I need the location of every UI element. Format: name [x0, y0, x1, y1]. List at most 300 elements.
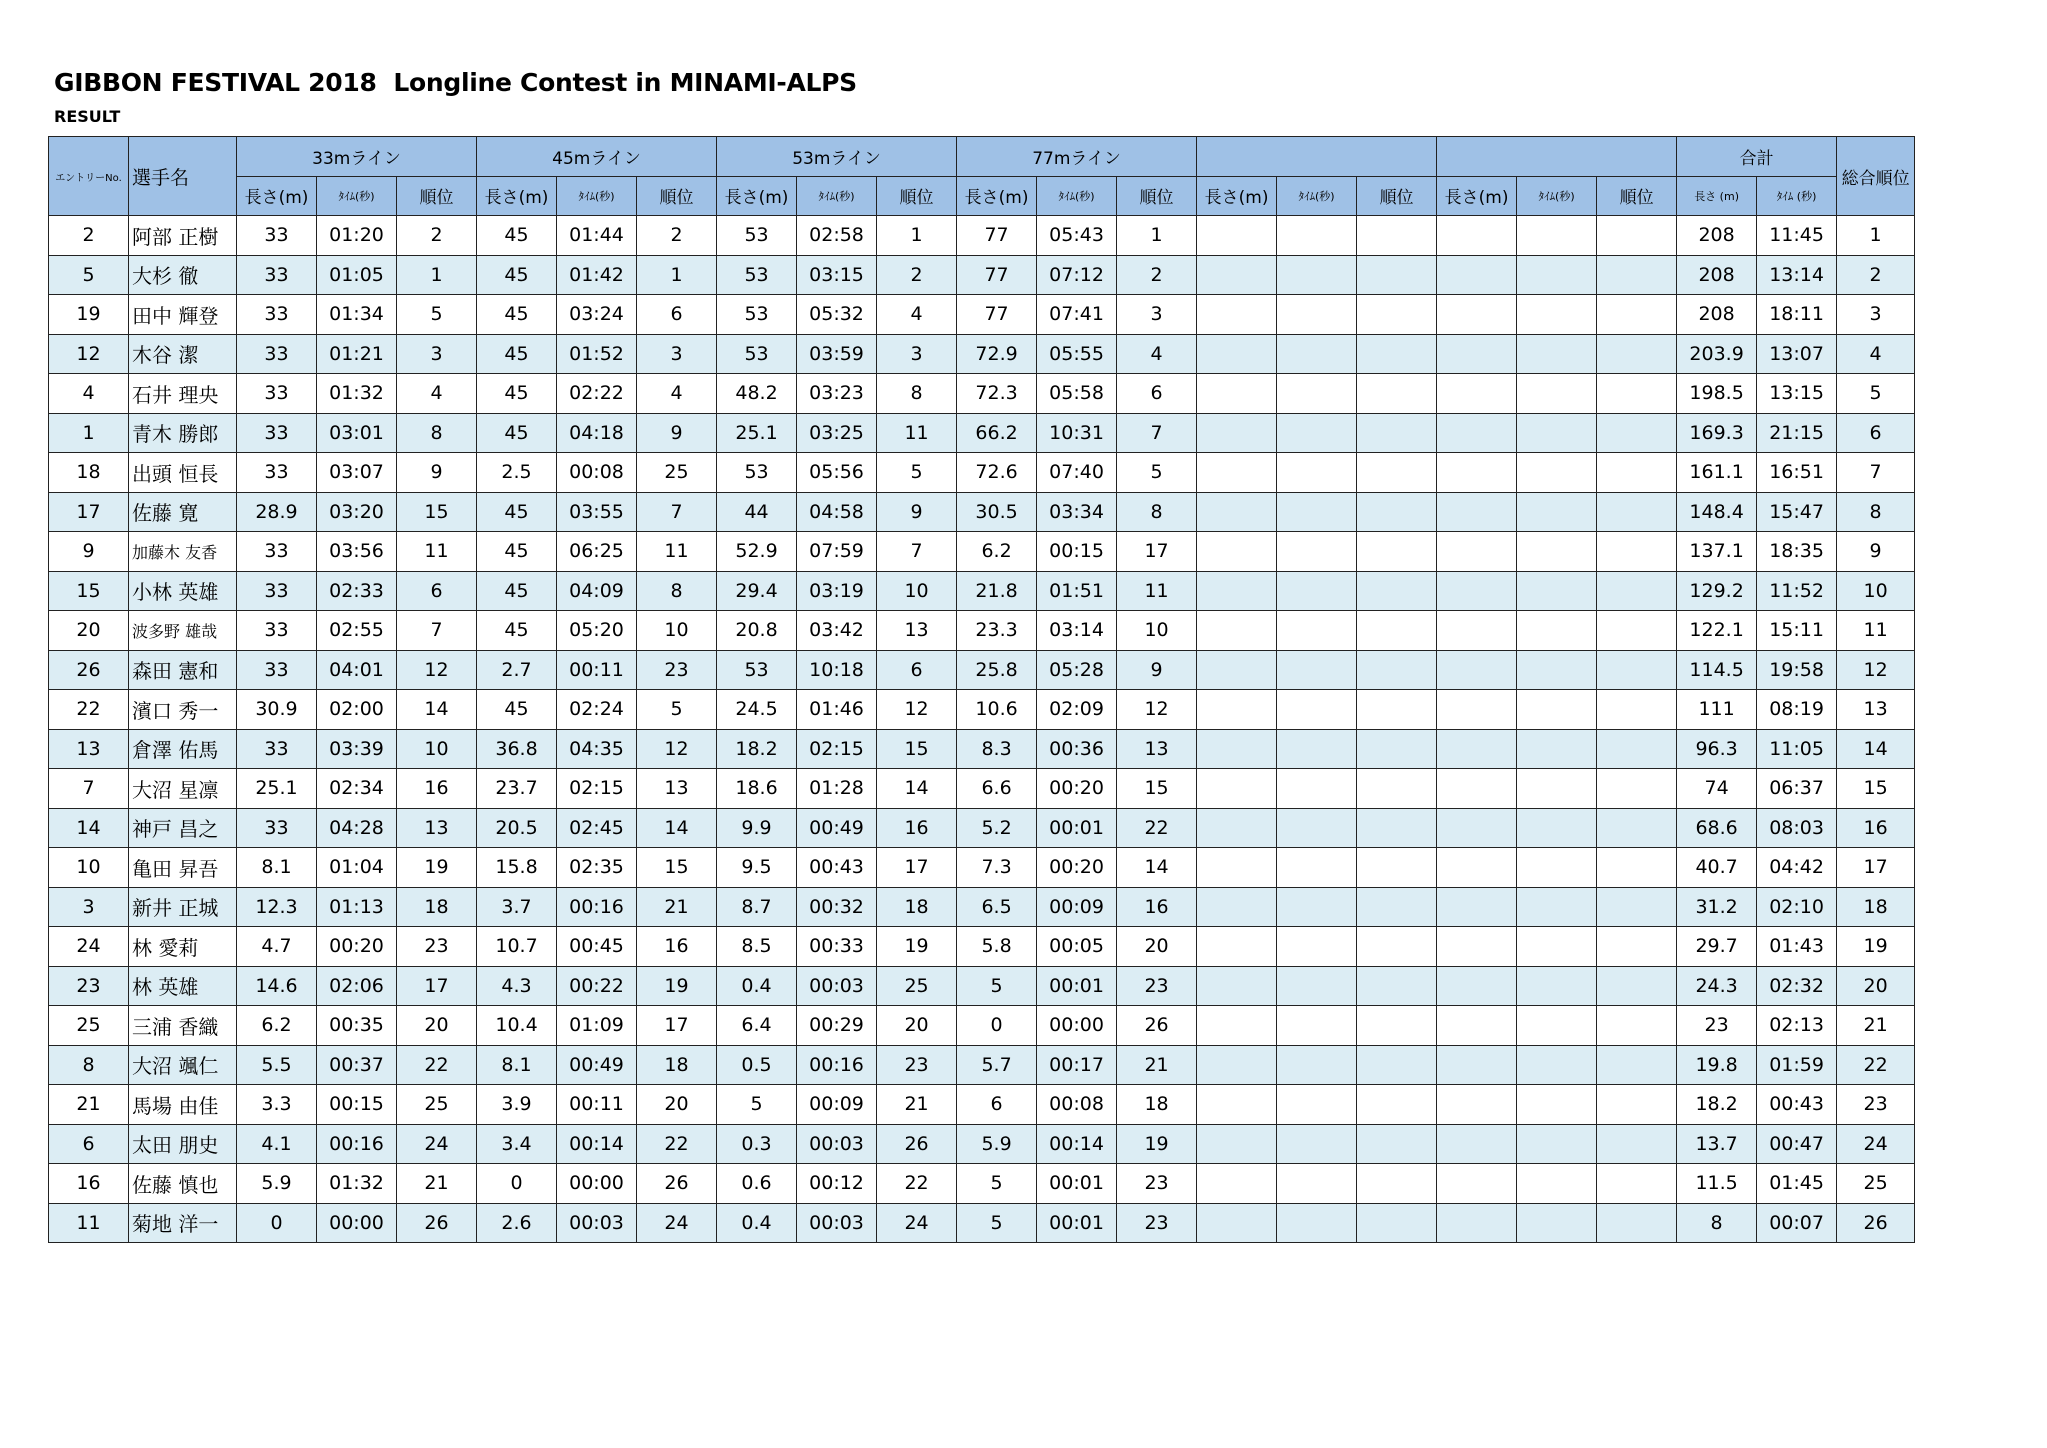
table-row: [49, 808, 1915, 848]
line-53m-length-cell: 29.4: [717, 571, 797, 611]
line-33m-rank-cell: 6: [397, 571, 477, 611]
line-53m-time-cell: 00:12: [797, 1164, 877, 1204]
line-empty-1-time-cell: [1277, 887, 1357, 927]
player-name-cell: 森田 憲和: [129, 650, 237, 690]
total-length-cell: 169.3: [1677, 413, 1757, 453]
line-45m-time-cell: 02:24: [557, 690, 637, 730]
line-77m-time-cell: 03:34: [1037, 492, 1117, 532]
line-33m-length-cell: 14.6: [237, 966, 317, 1006]
entry-no-cell: 7: [49, 769, 129, 809]
line-45m-rank-header: 順位: [637, 176, 717, 216]
entry-no-cell: 6: [49, 1124, 129, 1164]
total-time-cell: 08:03: [1757, 808, 1837, 848]
line-53m-time-cell: 01:46: [797, 690, 877, 730]
line-33m-length-cell: 33: [237, 571, 317, 611]
line-53m-rank-cell: 3: [877, 334, 957, 374]
line-33m-rank-cell: 16: [397, 769, 477, 809]
line-empty-2-length-cell: [1437, 216, 1517, 256]
line-empty-2-length-cell: [1437, 611, 1517, 651]
total-time-cell: 11:05: [1757, 729, 1837, 769]
line-77m-time-cell: 07:41: [1037, 295, 1117, 335]
line-33m-length-cell: 33: [237, 255, 317, 295]
line-77m-rank-cell: 23: [1117, 1164, 1197, 1204]
line-empty-2-length-cell: [1437, 1203, 1517, 1243]
line-77m-rank-header: 順位: [1117, 176, 1197, 216]
line-45m-rank-cell: 23: [637, 650, 717, 690]
line-77m-rank-cell: 16: [1117, 887, 1197, 927]
player-name-cell: 馬場 由佳: [129, 1085, 237, 1125]
line-33m-time-cell: 00:20: [317, 927, 397, 967]
total-time-cell: 00:47: [1757, 1124, 1837, 1164]
line-empty-2-rank-cell: [1597, 492, 1677, 532]
line-empty-2-time-cell: [1517, 927, 1597, 967]
total-length-cell: 19.8: [1677, 1045, 1757, 1085]
line-empty-2-length-cell: [1437, 966, 1517, 1006]
line-empty-1-length-cell: [1197, 255, 1277, 295]
line-empty-1-rank-cell: [1357, 1164, 1437, 1204]
total-time-cell: 02:13: [1757, 1006, 1837, 1046]
line-empty-2-time-cell: [1517, 1124, 1597, 1164]
line-53m-rank-cell: 10: [877, 571, 957, 611]
entry-no-cell: 14: [49, 808, 129, 848]
line-77m-time-cell: 00:20: [1037, 769, 1117, 809]
line-33m-time-cell: 03:39: [317, 729, 397, 769]
overall-rank-cell: 26: [1837, 1203, 1915, 1243]
line-empty-1-length-cell: [1197, 848, 1277, 888]
player-name-cell: 菊地 洋一: [129, 1203, 237, 1243]
line-77m-rank-cell: 5: [1117, 453, 1197, 493]
total-time-cell: 01:45: [1757, 1164, 1837, 1204]
line-empty-1-length-cell: [1197, 769, 1277, 809]
line-45m-rank-cell: 26: [637, 1164, 717, 1204]
overall-rank-cell: 24: [1837, 1124, 1915, 1164]
line-empty-2-time-cell: [1517, 374, 1597, 414]
line-33m-time-cell: 01:21: [317, 334, 397, 374]
total-length-cell: 129.2: [1677, 571, 1757, 611]
line-empty-1-time-cell: [1277, 374, 1357, 414]
line-empty-2-rank-cell: [1597, 729, 1677, 769]
line-77m-length-cell: 5.8: [957, 927, 1037, 967]
line-77m-time-cell: 00:20: [1037, 848, 1117, 888]
player-name-cell: 三浦 香織: [129, 1006, 237, 1046]
line-empty-2-length-cell: [1437, 571, 1517, 611]
player-name-cell: 林 英雄: [129, 966, 237, 1006]
overall-rank-cell: 18: [1837, 887, 1915, 927]
line-77m-time-cell: 05:43: [1037, 216, 1117, 256]
line-empty-1-length-header: 長さ(m): [1197, 176, 1277, 216]
line-33m-rank-cell: 7: [397, 611, 477, 651]
total-time-cell: 21:15: [1757, 413, 1837, 453]
overall-rank-cell: 19: [1837, 927, 1915, 967]
line-53m-time-cell: 03:25: [797, 413, 877, 453]
line-53m-length-cell: 53: [717, 453, 797, 493]
line-45m-time-cell: 03:24: [557, 295, 637, 335]
line-empty-2-length-cell: [1437, 848, 1517, 888]
table-row: [49, 255, 1915, 295]
line-empty-1-rank-cell: [1357, 571, 1437, 611]
line-33m-time-cell: 01:32: [317, 1164, 397, 1204]
line-45m-length-cell: 4.3: [477, 966, 557, 1006]
line-77m-rank-cell: 10: [1117, 611, 1197, 651]
line-53m-rank-cell: 8: [877, 374, 957, 414]
line-45m-rank-cell: 18: [637, 1045, 717, 1085]
line-empty-2-rank-cell: [1597, 927, 1677, 967]
line-77m-length-cell: 72.6: [957, 453, 1037, 493]
line-53m-time-cell: 03:59: [797, 334, 877, 374]
entry-no-cell: 8: [49, 1045, 129, 1085]
line-53m-time-cell: 01:28: [797, 769, 877, 809]
line-empty-1-length-cell: [1197, 611, 1277, 651]
line-77m-rank-cell: 7: [1117, 413, 1197, 453]
line-77m-length-cell: 21.8: [957, 571, 1037, 611]
table-row: [49, 1203, 1915, 1243]
line-53m-length-cell: 0.3: [717, 1124, 797, 1164]
line-77m-length-cell: 5: [957, 1164, 1037, 1204]
line-empty-2-length-cell: [1437, 374, 1517, 414]
line-empty-1-rank-cell: [1357, 295, 1437, 335]
overall-rank-cell: 15: [1837, 769, 1915, 809]
line-53m-header: 53mライン: [717, 137, 957, 177]
line-77m-rank-cell: 6: [1117, 374, 1197, 414]
line-empty-2-time-cell: [1517, 729, 1597, 769]
line-empty-1-time-cell: [1277, 255, 1357, 295]
line-33m-length-cell: 6.2: [237, 1006, 317, 1046]
line-77m-length-cell: 6.2: [957, 532, 1037, 572]
line-45m-rank-cell: 4: [637, 374, 717, 414]
line-empty-2-time-cell: [1517, 848, 1597, 888]
header-row-columns: [49, 176, 1915, 216]
line-77m-length-cell: 77: [957, 255, 1037, 295]
line-empty-2-rank-cell: [1597, 690, 1677, 730]
overall-rank-cell: 12: [1837, 650, 1915, 690]
line-45m-time-cell: 05:20: [557, 611, 637, 651]
line-53m-length-cell: 53: [717, 650, 797, 690]
line-53m-length-cell: 0.4: [717, 966, 797, 1006]
entry-no-cell: 21: [49, 1085, 129, 1125]
line-empty-1-length-cell: [1197, 532, 1277, 572]
total-length-cell: 24.3: [1677, 966, 1757, 1006]
line-53m-rank-cell: 6: [877, 650, 957, 690]
line-53m-length-cell: 0.5: [717, 1045, 797, 1085]
line-53m-rank-cell: 13: [877, 611, 957, 651]
table-row: [49, 1164, 1915, 1204]
line-53m-time-cell: 05:56: [797, 453, 877, 493]
player-name-cell: 大杉 徹: [129, 255, 237, 295]
line-45m-time-cell: 02:22: [557, 374, 637, 414]
total-time-cell: 15:11: [1757, 611, 1837, 651]
line-53m-time-cell: 00:03: [797, 1203, 877, 1243]
line-45m-header: 45mライン: [477, 137, 717, 177]
line-33m-time-cell: 01:32: [317, 374, 397, 414]
line-77m-time-cell: 05:58: [1037, 374, 1117, 414]
line-77m-rank-cell: 22: [1117, 808, 1197, 848]
line-77m-time-cell: 05:55: [1037, 334, 1117, 374]
line-empty-2-length-cell: [1437, 729, 1517, 769]
player-name-cell: 亀田 昇吾: [129, 848, 237, 888]
line-empty-2-length-cell: [1437, 295, 1517, 335]
total-length-cell: 18.2: [1677, 1085, 1757, 1125]
line-53m-length-cell: 24.5: [717, 690, 797, 730]
line-empty-1-length-cell: [1197, 453, 1277, 493]
line-77m-rank-cell: 4: [1117, 334, 1197, 374]
line-77m-length-cell: 30.5: [957, 492, 1037, 532]
line-53m-time-header: ﾀｲﾑ(秒): [797, 176, 877, 216]
overall-rank-cell: 2: [1837, 255, 1915, 295]
document-subtitle: RESULT: [54, 107, 121, 126]
line-empty-1-rank-cell: [1357, 334, 1437, 374]
line-77m-length-cell: 23.3: [957, 611, 1037, 651]
line-77m-length-cell: 6.5: [957, 887, 1037, 927]
line-77m-length-cell: 8.3: [957, 729, 1037, 769]
line-33m-length-cell: 33: [237, 650, 317, 690]
line-53m-length-cell: 53: [717, 216, 797, 256]
line-77m-time-cell: 07:40: [1037, 453, 1117, 493]
line-empty-2-time-cell: [1517, 1045, 1597, 1085]
line-53m-rank-cell: 14: [877, 769, 957, 809]
line-77m-rank-cell: 9: [1117, 650, 1197, 690]
line-empty-1-rank-cell: [1357, 1085, 1437, 1125]
line-empty-1-rank-cell: [1357, 453, 1437, 493]
line-33m-length-cell: 33: [237, 808, 317, 848]
overall-rank-cell: 9: [1837, 532, 1915, 572]
line-empty-1-length-cell: [1197, 374, 1277, 414]
line-empty-2-rank-cell: [1597, 216, 1677, 256]
total-length-cell: 208: [1677, 216, 1757, 256]
line-empty-2-time-cell: [1517, 1164, 1597, 1204]
line-45m-length-cell: 45: [477, 216, 557, 256]
line-empty-2-length-cell: [1437, 690, 1517, 730]
table-row: [49, 571, 1915, 611]
results-body: [49, 216, 1915, 1243]
table-row: [49, 611, 1915, 651]
line-33m-time-cell: 00:35: [317, 1006, 397, 1046]
player-name-cell: 神戸 昌之: [129, 808, 237, 848]
line-empty-2-time-cell: [1517, 492, 1597, 532]
line-empty-2-time-cell: [1517, 690, 1597, 730]
line-empty-2-length-cell: [1437, 808, 1517, 848]
entry-no-cell: 12: [49, 334, 129, 374]
line-77m-rank-cell: 12: [1117, 690, 1197, 730]
line-53m-length-cell: 48.2: [717, 374, 797, 414]
entry-no-cell: 22: [49, 690, 129, 730]
line-33m-length-cell: 33: [237, 413, 317, 453]
line-45m-length-cell: 3.9: [477, 1085, 557, 1125]
table-row: [49, 1045, 1915, 1085]
line-77m-rank-cell: 14: [1117, 848, 1197, 888]
line-empty-2-rank-cell: [1597, 1164, 1677, 1204]
line-77m-length-cell: 5.9: [957, 1124, 1037, 1164]
line-33m-time-cell: 02:55: [317, 611, 397, 651]
total-time-cell: 11:52: [1757, 571, 1837, 611]
overall-rank-cell: 20: [1837, 966, 1915, 1006]
line-45m-length-cell: 45: [477, 690, 557, 730]
line-33m-time-cell: 01:13: [317, 887, 397, 927]
overall-rank-cell: 21: [1837, 1006, 1915, 1046]
line-45m-time-cell: 00:45: [557, 927, 637, 967]
overall-rank-cell: 6: [1837, 413, 1915, 453]
line-77m-time-cell: 05:28: [1037, 650, 1117, 690]
line-33m-time-header: ﾀｲﾑ(秒): [317, 176, 397, 216]
line-empty-2-length-cell: [1437, 255, 1517, 295]
table-row: [49, 492, 1915, 532]
line-empty-2-rank-cell: [1597, 374, 1677, 414]
line-45m-rank-cell: 20: [637, 1085, 717, 1125]
total-length-cell: 11.5: [1677, 1164, 1757, 1204]
line-empty-1-time-cell: [1277, 650, 1357, 690]
line-77m-length-cell: 77: [957, 295, 1037, 335]
line-empty-2-time-cell: [1517, 887, 1597, 927]
line-empty-1-time-cell: [1277, 769, 1357, 809]
table-row: [49, 216, 1915, 256]
line-33m-rank-cell: 18: [397, 887, 477, 927]
total-length-cell: 148.4: [1677, 492, 1757, 532]
entry-no-cell: 15: [49, 571, 129, 611]
entry-no-cell: 3: [49, 887, 129, 927]
line-77m-length-cell: 5.2: [957, 808, 1037, 848]
line-45m-rank-cell: 13: [637, 769, 717, 809]
line-53m-length-cell: 0.6: [717, 1164, 797, 1204]
line-empty-1-rank-cell: [1357, 532, 1437, 572]
line-33m-time-cell: 03:07: [317, 453, 397, 493]
line-empty-1-rank-cell: [1357, 1006, 1437, 1046]
line-33m-length-cell: 0: [237, 1203, 317, 1243]
line-empty-1-header: [1197, 137, 1437, 177]
line-45m-rank-cell: 5: [637, 690, 717, 730]
overall-rank-cell: 17: [1837, 848, 1915, 888]
line-53m-length-cell: 0.4: [717, 1203, 797, 1243]
line-45m-length-cell: 10.4: [477, 1006, 557, 1046]
total-length-cell: 111: [1677, 690, 1757, 730]
line-33m-time-cell: 02:06: [317, 966, 397, 1006]
overall-rank-cell: 5: [1837, 374, 1915, 414]
line-33m-time-cell: 00:00: [317, 1203, 397, 1243]
line-53m-length-cell: 9.9: [717, 808, 797, 848]
line-empty-2-time-cell: [1517, 1203, 1597, 1243]
player-name-cell: 佐藤 寛: [129, 492, 237, 532]
line-45m-time-cell: 04:09: [557, 571, 637, 611]
line-33m-rank-cell: 10: [397, 729, 477, 769]
player-name-header: 選手名: [129, 137, 237, 216]
line-empty-2-length-cell: [1437, 887, 1517, 927]
total-length-cell: 29.7: [1677, 927, 1757, 967]
line-53m-time-cell: 03:23: [797, 374, 877, 414]
document-title: GIBBON FESTIVAL 2018 Longline Contest in MINAMI-ALPS: [54, 68, 857, 97]
line-empty-1-length-cell: [1197, 650, 1277, 690]
line-empty-1-time-header: ﾀｲﾑ(秒): [1277, 176, 1357, 216]
line-77m-length-cell: 6.6: [957, 769, 1037, 809]
line-77m-rank-cell: 26: [1117, 1006, 1197, 1046]
line-empty-1-rank-cell: [1357, 927, 1437, 967]
line-45m-time-cell: 00:49: [557, 1045, 637, 1085]
line-empty-2-rank-cell: [1597, 650, 1677, 690]
line-45m-rank-cell: 1: [637, 255, 717, 295]
line-53m-time-cell: 03:15: [797, 255, 877, 295]
line-empty-1-length-cell: [1197, 927, 1277, 967]
total-time-cell: 06:37: [1757, 769, 1837, 809]
total-time-cell: 13:14: [1757, 255, 1837, 295]
line-45m-length-cell: 45: [477, 492, 557, 532]
line-33m-time-cell: 04:28: [317, 808, 397, 848]
entry-no-cell: 19: [49, 295, 129, 335]
line-45m-length-cell: 45: [477, 295, 557, 335]
line-53m-rank-cell: 7: [877, 532, 957, 572]
line-33m-length-cell: 33: [237, 374, 317, 414]
line-empty-1-time-cell: [1277, 966, 1357, 1006]
line-empty-2-length-cell: [1437, 1085, 1517, 1125]
line-45m-time-cell: 01:42: [557, 255, 637, 295]
entry-no-cell: 2: [49, 216, 129, 256]
line-empty-1-time-cell: [1277, 492, 1357, 532]
line-empty-2-length-cell: [1437, 1124, 1517, 1164]
line-53m-time-cell: 03:19: [797, 571, 877, 611]
line-33m-rank-cell: 11: [397, 532, 477, 572]
line-empty-1-time-cell: [1277, 334, 1357, 374]
line-45m-length-cell: 23.7: [477, 769, 557, 809]
line-empty-2-rank-cell: [1597, 769, 1677, 809]
line-empty-2-header: [1437, 137, 1677, 177]
entry-no-cell: 25: [49, 1006, 129, 1046]
player-name-cell: 木谷 潔: [129, 334, 237, 374]
line-33m-rank-cell: 4: [397, 374, 477, 414]
line-empty-2-rank-cell: [1597, 532, 1677, 572]
line-33m-length-cell: 8.1: [237, 848, 317, 888]
line-77m-length-cell: 5: [957, 966, 1037, 1006]
line-45m-length-cell: 3.4: [477, 1124, 557, 1164]
line-77m-length-cell: 10.6: [957, 690, 1037, 730]
line-45m-length-header: 長さ(m): [477, 176, 557, 216]
line-53m-rank-cell: 22: [877, 1164, 957, 1204]
line-33m-time-cell: 04:01: [317, 650, 397, 690]
line-53m-rank-cell: 21: [877, 1085, 957, 1125]
total-length-cell: 161.1: [1677, 453, 1757, 493]
line-empty-1-length-cell: [1197, 887, 1277, 927]
line-empty-2-time-cell: [1517, 571, 1597, 611]
line-empty-1-time-cell: [1277, 453, 1357, 493]
line-empty-1-time-cell: [1277, 690, 1357, 730]
line-77m-time-cell: 00:01: [1037, 808, 1117, 848]
line-77m-time-cell: 00:05: [1037, 927, 1117, 967]
line-53m-time-cell: 00:32: [797, 887, 877, 927]
line-empty-2-rank-cell: [1597, 1203, 1677, 1243]
line-empty-2-time-cell: [1517, 1085, 1597, 1125]
line-empty-2-time-cell: [1517, 295, 1597, 335]
line-33m-rank-cell: 14: [397, 690, 477, 730]
line-empty-1-length-cell: [1197, 966, 1277, 1006]
line-45m-rank-cell: 24: [637, 1203, 717, 1243]
line-33m-rank-cell: 2: [397, 216, 477, 256]
entry-no-cell: 26: [49, 650, 129, 690]
line-empty-2-length-cell: [1437, 1164, 1517, 1204]
line-53m-length-cell: 8.5: [717, 927, 797, 967]
line-45m-time-cell: 06:25: [557, 532, 637, 572]
line-33m-time-cell: 00:15: [317, 1085, 397, 1125]
line-empty-1-rank-cell: [1357, 1124, 1437, 1164]
line-53m-length-cell: 5: [717, 1085, 797, 1125]
line-33m-time-cell: 01:20: [317, 216, 397, 256]
player-name-cell: 阿部 正樹: [129, 216, 237, 256]
line-empty-1-time-cell: [1277, 532, 1357, 572]
line-empty-1-time-cell: [1277, 1006, 1357, 1046]
line-33m-length-cell: 5.5: [237, 1045, 317, 1085]
line-empty-1-time-cell: [1277, 848, 1357, 888]
line-33m-rank-cell: 26: [397, 1203, 477, 1243]
line-empty-1-rank-cell: [1357, 255, 1437, 295]
line-empty-1-time-cell: [1277, 1203, 1357, 1243]
line-45m-time-cell: 00:22: [557, 966, 637, 1006]
line-45m-time-cell: 02:35: [557, 848, 637, 888]
line-empty-1-time-cell: [1277, 413, 1357, 453]
total-length-cell: 114.5: [1677, 650, 1757, 690]
